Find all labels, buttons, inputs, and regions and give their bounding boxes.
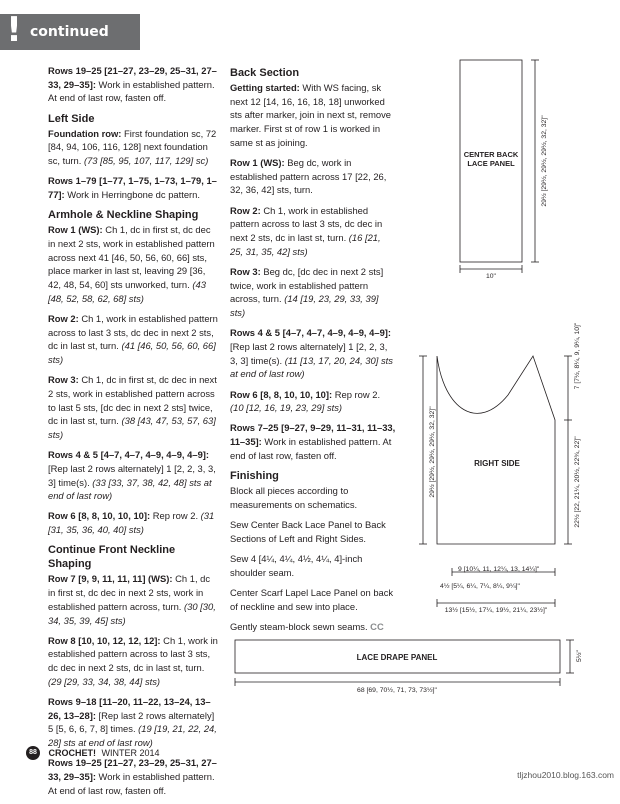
instruction-lead: Row 1 (WS): [48, 224, 103, 236]
instruction-lead: Row 8 [10, 10, 12, 12, 12]: [48, 634, 161, 646]
stitch-count: (38 [43, 47, 53, 57, 63] sts) [48, 415, 216, 440]
center-back-title: LACE PANEL [467, 159, 515, 168]
stitch-count: (41 [46, 50, 56, 60, 66] sts) [48, 340, 216, 365]
stitch-count: (16 [21, 25, 31, 35, 42] sts) [230, 232, 381, 257]
instruction-lead: Row 1 (WS): [230, 157, 285, 169]
instruction-text: [Rep last 2 rows alternately] 1 [2, 2, 3, 3, 3] time(s). [48, 462, 216, 488]
neck-label: 4½ [5¼, 6¼, 7¼, 8¼, 9¼]" [440, 583, 520, 590]
instruction-text: Sew 4 [4¼, 4¼, 4½, 4¼, 4]-inch shoulder seam. [230, 552, 363, 578]
instruction-text: Work in established pattern. At end of last row, fasten off. [48, 771, 215, 796]
section-heading: Left Side [48, 112, 95, 125]
section-heading: Continue Front Neckline Shaping [48, 544, 176, 571]
section-heading: Back Section [230, 67, 300, 79]
instruction-text: Center Scarf Lapel Lace Panel on back of neckline and sew into place. [230, 586, 394, 612]
right-side-width-label: 13½ [15½, 17¼, 19½, 21¼, 23½]" [444, 607, 548, 614]
center-back-title: CENTER BACK [463, 150, 519, 159]
side-length-label: 22½ [22, 21¼, 20½, 22¾, 22]" [574, 436, 581, 528]
instruction-text: Beg dc, [dc dec in next 2 sts] twice, work in established pattern across, turn. [230, 265, 384, 305]
instruction-lead: Rows 9–18 [11–20, 11–22, 13–24, 13–26, 13–28]: [48, 696, 211, 721]
instruction-lead: Getting started: [230, 82, 300, 93]
section-heading: Armhole & Neckline Shaping [48, 209, 199, 222]
center-back-width-label: 10" [486, 273, 496, 280]
stitch-count: (31 [31, 35, 36, 40, 40] sts) [48, 510, 215, 536]
page-footer [26, 744, 160, 760]
instruction-lead: Row 2: [48, 312, 79, 324]
instruction-text: Block all pieces according to measurements on schematics. [230, 485, 358, 510]
stitch-count: (19 [19, 21, 22, 24, 28] sts at end of last row) [48, 723, 217, 749]
instruction-lead: Rows 4 & 5 [4–7, 4–7, 4–9, 4–9, 4–9]: [230, 327, 392, 339]
lace-drape-width-label: 68 [69, 70½, 71, 73, 73½]" [357, 687, 437, 694]
instruction-lead: Rows 1–79 [1–77, 1–75, 1–73, 1–79, 1–77]: [48, 175, 217, 200]
instruction-lead: Rows 4 & 5 [4–7, 4–7, 4–9, 4–9, 4–9]: [48, 449, 210, 461]
stitch-count: (30 [30, 34, 35, 39, 45] sts) [48, 600, 216, 626]
total-height-label: 29½ [29½, 29½, 29½, 32, 32]" [429, 406, 436, 498]
instruction-text: Sew Center Back Lace Panel to Back Sections of Left and Right Sides. [230, 518, 386, 544]
magazine-name: CROCHET! [48, 747, 97, 758]
instruction-lead: Rows 19–25 [21–27, 23–29, 25–31, 27–33, 29–35]: [48, 65, 217, 90]
right-side-outline [437, 356, 555, 544]
instruction-text: Beg dc, work in established pattern across 17 [22, 26, 32, 36, 42] sts, turn. [230, 157, 387, 196]
instruction-text: Ch 1, work in established pattern across to last 3 sts, dc dec in next 2 sts, dc in last st, turn. [230, 204, 383, 244]
lace-drape-title: LACE DRAPE PANEL [356, 653, 438, 662]
section-heading: Finishing [230, 470, 279, 483]
instruction-text: Work in Herringbone dc pattern. [64, 188, 200, 200]
instruction-text: [Rep last 2 rows alternately] 5 [5, 6, 6, 7, 8] times. [48, 709, 215, 735]
stitch-count: (11 [13, 17, 20, 24, 30] sts at end of last row) [230, 354, 393, 380]
issue-label: WINTER 2014 [101, 747, 160, 758]
shoulder-label: 9 [10¼, 11, 12¼, 13, 14¼]" [458, 566, 540, 573]
instruction-lead: Row 6 [8, 8, 10, 10, 10]: [230, 388, 333, 400]
stitch-count: (43 [48, 52, 58, 62, 68] sts) [48, 278, 206, 304]
instruction-lead: Rows 19–25 [21–27, 23–29, 25–31, 27–33, 29–35]: [48, 757, 217, 783]
page-number: 88 [26, 746, 40, 760]
armhole-depth-label: 7 [7½, 8¼, 9, 9¼, 10]" [574, 322, 581, 390]
stitch-count: (73 [85, 95, 107, 117, 129] sc) [81, 155, 209, 167]
instruction-text: Rep row 2. [332, 388, 381, 400]
stitch-count: (33 [33, 37, 38, 42, 48] sts at end of last row) [48, 476, 212, 502]
instruction-lead: Row 7 [9, 9, 11, 11, 11] (WS): [48, 573, 173, 585]
right-side-title: RIGHT SIDE [474, 459, 520, 468]
instruction-text: Gently steam-block sewn seams. [230, 620, 368, 632]
instruction-text: Ch 1, work in established pattern across to last 3 sts, dc dec in next 2 sts, dc in last st, turn. [48, 312, 218, 352]
center-back-height-label: 29½ [29½, 29½, 29½, 32, 32]" [541, 115, 548, 207]
instruction-text: Ch 1, dc in first st, dc dec in next 2 sts, work in established pattern across next 41 [46, 50, 56, 60, 66] sts, place marker in last st, leaving 29 [36, 42, 48, 54, 60] sts unworked, turn. [48, 224, 215, 290]
stitch-count: (14 [19, 23, 29, 33, 39] sts) [230, 293, 379, 319]
instruction-text: Ch 1, dc in first st, dc dec in next 2 sts, work in established pattern across to last 5 sts, [dc dec in next 2 sts] twice, dc in last st, turn. [48, 374, 217, 427]
instruction-text: Work in established pattern. At end of last row, fasten off. [48, 78, 215, 104]
stitch-count: (29 [29, 33, 34, 38, 44] sts) [48, 675, 161, 687]
instruction-text: [Rep last 2 rows alternately] 1 [2, 2, 3, 3, 3] time(s). [230, 340, 388, 366]
instruction-text: Ch 1, work in established pattern across to last 3 sts, dc dec in next 2 sts, dc in last st, turn. [48, 634, 218, 674]
instruction-text: Ch 1, dc in first st, dc dec in next 2 sts, work in established pattern across, turn. [48, 573, 211, 612]
instruction-lead: Rows 7–25 [9–27, 9–29, 11–31, 11–33, 11–35]: [230, 422, 396, 448]
instruction-text: With WS facing, sk next 12 [14, 16, 16, 18, 18] unworked sts after marker, join in next st, remove marker. First st of row 1 is worked in same st as joining. [230, 82, 391, 148]
end-mark: CC [370, 620, 384, 632]
instruction-lead: Row 3: [230, 265, 261, 277]
instruction-text: Work in established pattern. At end of last row, fasten off. [230, 436, 392, 461]
exclamation-icon: ! [6, 10, 22, 50]
section-label: continued [30, 24, 109, 40]
instruction-text: First foundation sc, 72 [84, 94, 106, 116, 128] next foundation sc, turn. [48, 127, 217, 167]
stitch-count: (10 [12, 16, 19, 23, 29] sts) [230, 402, 343, 414]
instruction-lead: Row 2: [230, 204, 261, 216]
watermark: tljzhou2010.blog.163.com [517, 770, 614, 780]
instruction-lead: Row 3: [48, 374, 79, 386]
lace-drape-height-label: 5½" [576, 650, 583, 662]
instruction-lead: Row 6 [8, 8, 10, 10, 10]: [48, 510, 151, 522]
instruction-lead: Foundation row: [48, 127, 122, 139]
instruction-text: Rep row 2. [150, 510, 199, 522]
